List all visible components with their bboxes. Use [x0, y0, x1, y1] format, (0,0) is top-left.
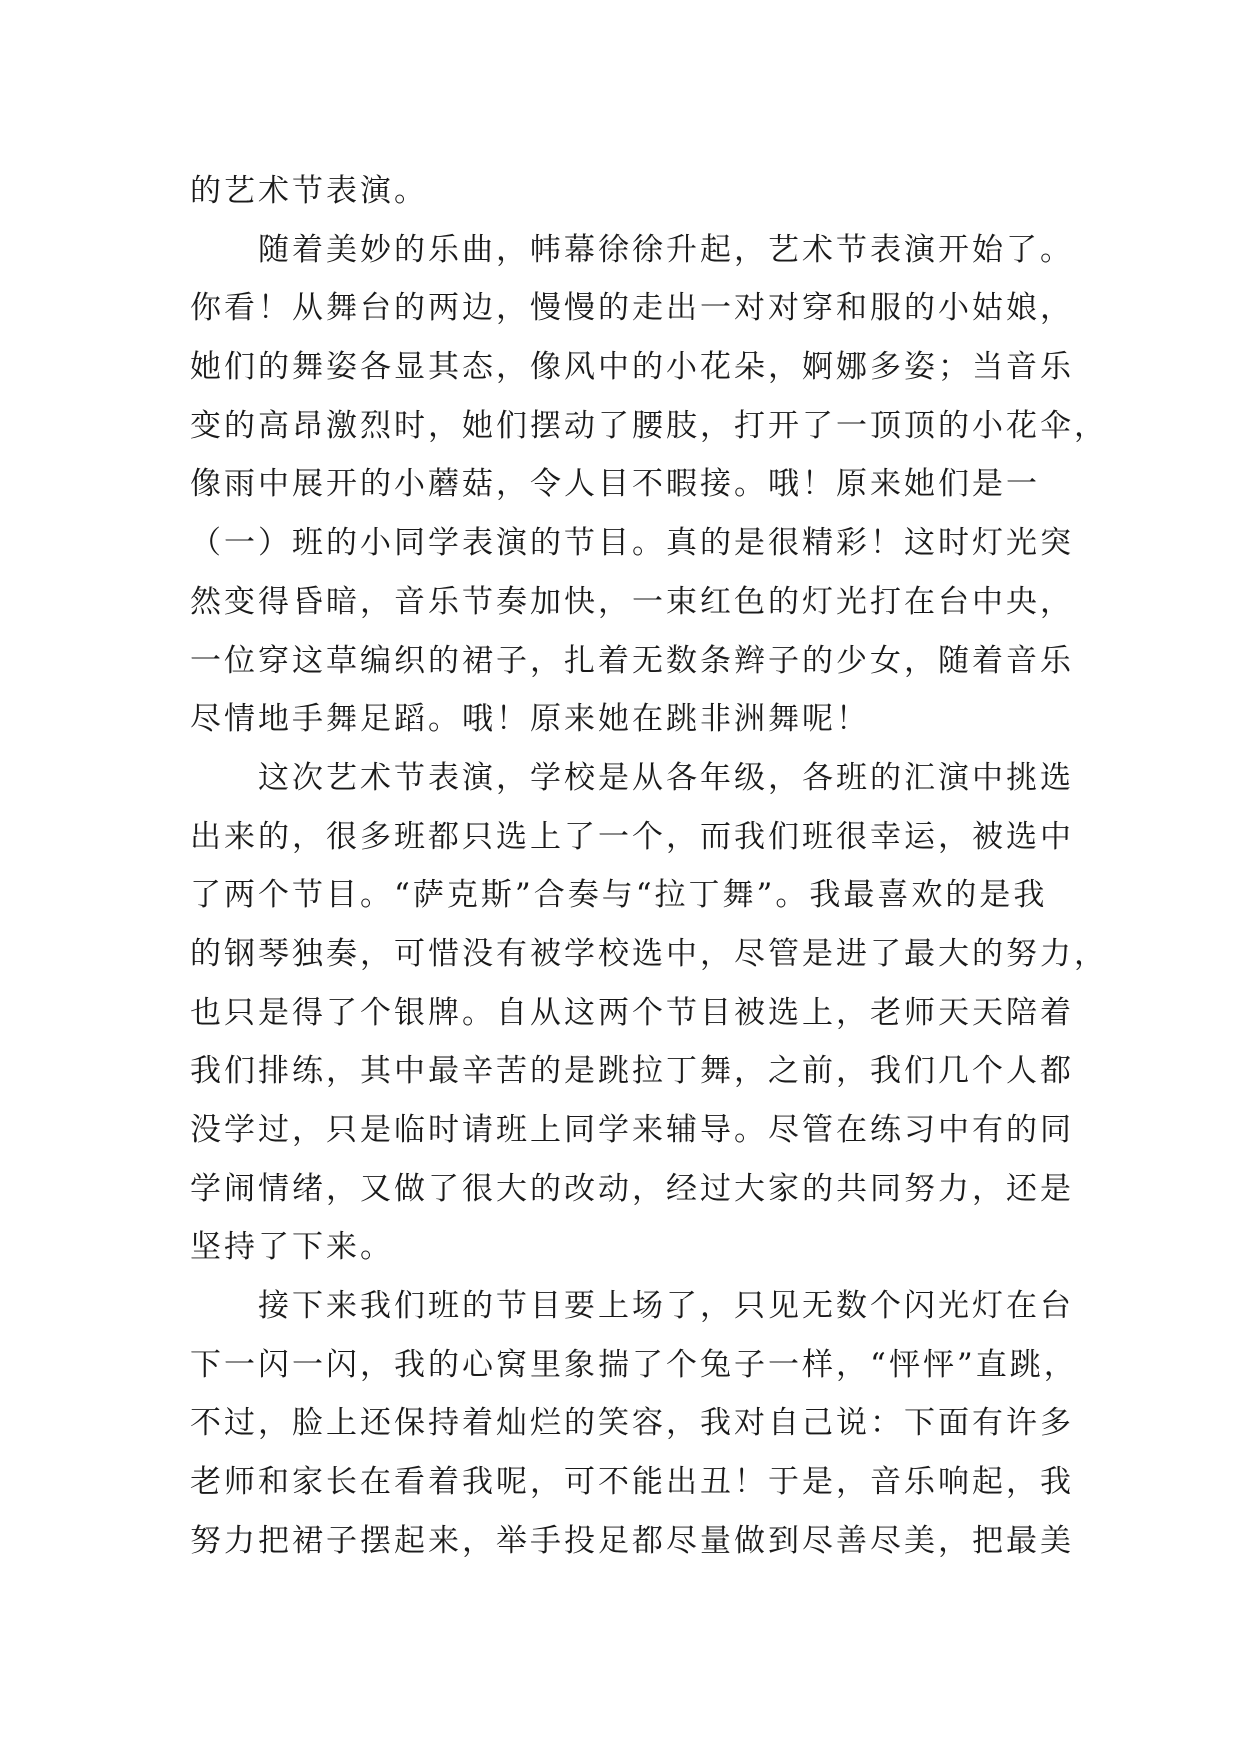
- text-line: 她们的舞姿各显其态，像风中的小花朵，婀娜多姿；当音乐: [190, 349, 1074, 386]
- text-line: 随着美妙的乐曲，帏幕徐徐升起，艺术节表演开始了。: [190, 231, 1074, 268]
- text-line: 学闹情绪，又做了很大的改动，经过大家的共同努力，还是: [190, 1170, 1074, 1207]
- text-line: 变的高昂激烈时，她们摆动了腰肢，打开了一顶顶的小花伞，: [190, 407, 1108, 444]
- essay-body: [190, 162, 1108, 1571]
- text-line: 的钢琴独奏，可惜没有被学校选中，尽管是进了最大的努力，: [190, 935, 1108, 972]
- text-line: 老师和家长在看着我呢，可不能出丑！于是，音乐响起，我: [190, 1464, 1074, 1501]
- text-line: 下一闪一闪，我的心窝里象揣了个兔子一样，“怦怦”直跳，: [190, 1346, 1078, 1383]
- text-line: 尽情地手舞足蹈。哦！原来她在跳非洲舞呢！: [190, 701, 870, 738]
- text-line: 坚持了下来。: [190, 1229, 394, 1266]
- text-line: 像雨中展开的小蘑菇，令人目不暇接。哦！原来她们是一: [190, 466, 1040, 503]
- text-line: 出来的，很多班都只选上了一个，而我们班很幸运，被选中: [190, 818, 1074, 855]
- text-line: 没学过，只是临时请班上同学来辅导。尽管在练习中有的同: [190, 1112, 1074, 1148]
- text-line: 的艺术节表演。: [190, 173, 428, 209]
- text-line: 不过，脸上还保持着灿烂的笑容，我对自己说：下面有许多: [190, 1405, 1074, 1442]
- text-line: 了两个节目。“萨克斯”合奏与“拉丁舞”。我最喜欢的是我: [190, 877, 1048, 914]
- text-line: （一）班的小同学表演的节目。真的是很精彩！这时灯光突: [190, 525, 1074, 562]
- text-line: 接下来我们班的节目要上场了，只见无数个闪光灯在台: [190, 1288, 1074, 1325]
- text-line: 努力把裙子摆起来，举手投足都尽量做到尽善尽美，把最美: [190, 1522, 1074, 1559]
- text-line: 这次艺术节表演，学校是从各年级，各班的汇演中挑选: [190, 759, 1074, 796]
- text-line: 你看！从舞台的两边，慢慢的走出一对对穿和服的小姑娘，: [190, 290, 1074, 327]
- text-line: 一位穿这草编织的裙子，扎着无数条辫子的少女，随着音乐: [190, 642, 1074, 679]
- text-line: 然变得昏暗，音乐节奏加快，一束红色的灯光打在台中央，: [190, 583, 1074, 620]
- text-line: 我们排练，其中最辛苦的是跳拉丁舞，之前，我们几个人都: [190, 1053, 1074, 1090]
- text-line: 也只是得了个银牌。自从这两个节目被选上，老师天天陪着: [190, 994, 1074, 1031]
